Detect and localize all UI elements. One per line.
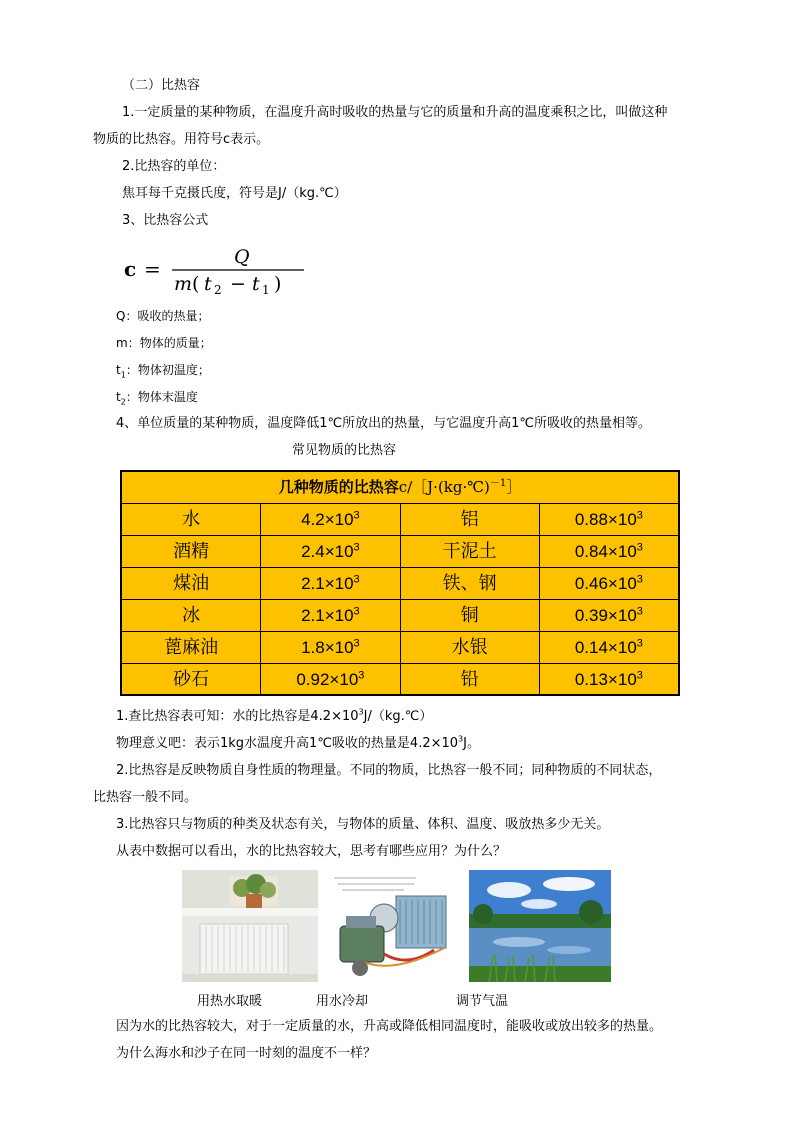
section-title: （二）比热容 <box>122 78 201 93</box>
radiator-image <box>182 870 318 982</box>
after-1: 1.查比热容表可知：水的比热容是$4.2\times 10^3J/(kg.℃)$ <box>116 707 433 724</box>
specific-heat-value: $0.14\times 10^3$ <box>574 637 643 657</box>
substance-name: 砂石 <box>122 664 261 696</box>
formula-t2: t <box>204 273 212 295</box>
table-caption: 常见物质的比热容 <box>292 443 397 458</box>
after-2: 物理意义吧：表示1kg水温度升高1℃吸收的热量是$4.2\times 10^3J$。 <box>116 734 480 751</box>
specific-heat-value: $1.8\times 10^3$ <box>261 632 400 663</box>
specific-heat-value: $0.39\times 10^3$ <box>574 605 643 625</box>
formula-paren-close: ) <box>274 273 282 295</box>
specific-heat-table <box>120 470 680 696</box>
after-5: 从表中数据可以看出，水的比热容较大，思考有哪些应用？为什么？ <box>116 844 507 859</box>
substance-name: 冰 <box>122 600 261 631</box>
table-row <box>122 600 678 632</box>
caption-climate: 调节气温 <box>456 994 509 1009</box>
table-header: 几种物质的比热容c∕［J·(kg·℃)$^{-1}$］ <box>122 472 678 504</box>
specific-heat-value: $0.46\times 10^3$ <box>574 573 643 593</box>
substance-name: 蓖麻油 <box>122 632 261 663</box>
table-row <box>122 536 678 568</box>
specific-heat-value: $0.13\times 10^3$ <box>574 669 643 689</box>
specific-heat-formula <box>122 242 322 297</box>
substance-name: 酒精 <box>122 536 261 567</box>
substance-name: 铅 <box>401 664 540 696</box>
substance-name: 水银 <box>401 632 540 663</box>
table-row <box>122 632 678 664</box>
formula-sub1: 1 <box>262 283 270 297</box>
closing-line-2: 为什么海水和沙子在同一时刻的温度不一样？ <box>116 1046 377 1061</box>
lake-image <box>469 870 611 982</box>
unit-title: 2.比热容的单位： <box>122 159 226 174</box>
specific-heat-value: $0.84\times 10^3$ <box>574 541 643 561</box>
formula-paren-open: ( <box>192 273 200 295</box>
definition-line-1: 1.一定质量的某种物质，在温度升高时吸收的热量与它的质量和升高的温度乘积之比，叫做这种 <box>122 105 668 120</box>
formula-numerator: Q <box>234 246 250 268</box>
substance-name: 水 <box>122 504 261 535</box>
table-row <box>122 664 678 696</box>
point-4: 4、单位质量的某种物质，温度降低1℃所放出的热量，与它温度升高1℃所吸收的热量相等。 <box>116 416 652 431</box>
substance-name: 铁、钢 <box>401 568 540 599</box>
formula-lhs: c <box>124 257 137 281</box>
formula-minus: − <box>230 273 246 295</box>
specific-heat-value: $2.1\times 10^3$ <box>261 600 400 631</box>
substance-name: 煤油 <box>122 568 261 599</box>
specific-heat-value: $0.92\times 10^3$ <box>261 664 400 696</box>
table-row <box>122 504 678 536</box>
after-4: 3.比热容只与物质的种类及状态有关，与物体的质量、体积、温度、吸放热多少无关。 <box>116 817 610 832</box>
specific-heat-value: $2.1\times 10^3$ <box>261 568 400 599</box>
formula-t1: t <box>252 273 260 295</box>
definition-line-2: 物质的比热容。用符号c表示。 <box>93 132 270 147</box>
specific-heat-value: $4.2\times 10^3$ <box>261 504 400 535</box>
var-t2: $t_2$：物体末温度 <box>116 390 198 407</box>
formula-title: 3、比热容公式 <box>122 213 209 228</box>
var-q: Q：吸收的热量； <box>116 309 210 323</box>
var-t1: $t_1$：物体初温度； <box>116 363 210 380</box>
specific-heat-value: $0.88\times 10^3$ <box>574 509 643 529</box>
formula-mass: m <box>174 273 193 295</box>
table-row <box>122 568 678 600</box>
specific-heat-value: $2.4\times 10^3$ <box>261 536 400 567</box>
formula-sub2: 2 <box>214 283 222 297</box>
closing-line-1: 因为水的比热容较大，对于一定质量的水，升高或降低相同温度时，能吸收或放出较多的热量。 <box>116 1019 663 1034</box>
formula-equals: = <box>144 257 161 281</box>
caption-cooling: 用水冷却 <box>316 994 369 1009</box>
substance-name: 干泥土 <box>401 536 540 567</box>
engine-cooling-image <box>324 870 462 982</box>
after-3-line1: 2.比热容是反映物质自身性质的物理量。不同的物质，比热容一般不同；同种物质的不同状态， <box>116 763 662 778</box>
unit-text: 焦耳每千克摄氏度，符号是J/（kg.℃） <box>122 186 347 201</box>
caption-heating: 用热水取暖 <box>197 994 263 1009</box>
after-3-line2: 比热容一般不同。 <box>93 790 198 805</box>
substance-name: 铜 <box>401 600 540 631</box>
var-m: m：物体的质量； <box>116 336 212 350</box>
substance-name: 铝 <box>401 504 540 535</box>
